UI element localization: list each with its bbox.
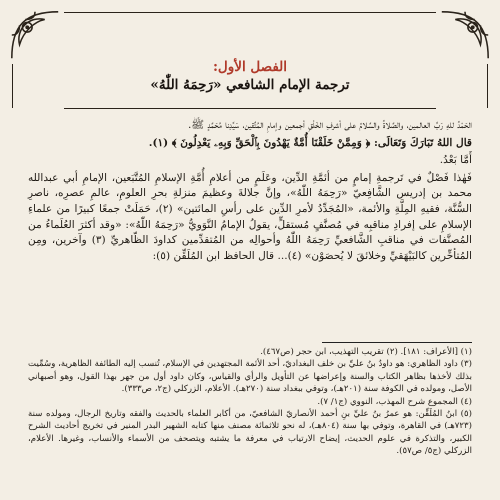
footnote: (٣) داود الظاهري: هو داودُ بنُ عليِّ بن خلف البغداديّ، أحد الأئمة المجتهدين في الإسلام، تُنسب إليه الطائفة الظاهرية، وسُمِّيت بذلك لأخذها بظاهر الكتاب والسنة وإعراضها عن التأويل والرأي والقياس، وكان داود أول من جهر بهذا القول، وهو أصبهاني الأصل، ومولده في الكوفة سنة (٢٠١هـ)، وتوفي ببغداد سنة (٢٧٠هـ). الأعلام، الزركلي (ج٢، ص٣٣٣). [28,359,472,395]
footnote-divider [322,342,472,343]
footnotes [28,346,472,458]
frame-bottom-line [64,108,436,109]
footnote: (٤) المجموع شرح المهذب، النووي (ج١/ ٧). [317,396,472,407]
chapter-heading [70,58,430,94]
paragraph-quran-verse: قال اللهُ تَبَارَكَ وَتَعَالَى: ﴿ وَمِمَّنْ خَلَقْنَا أُمَّةٌ يَهْدُونَ بِٱلْحَقِّ وَبِهِۦ يَعْدِلُونَ ﴾ (١). [148,136,472,149]
corner-ornament-icon [6,6,64,64]
frame-right-line [487,64,488,108]
paragraph-opening: الحَمْدُ للهِ رَبِّ العالمين، والصَّلاةُ والسَّلامُ على أشرفِ الخَلْقِ أجمعين وإمامِ المُتَّقين، سَيِّدِنا مُحَمَّدٍ ﷺ. [187,119,472,131]
main-text [28,118,472,266]
footnote: (٥) ابنُ المُلَقِّن: هو عمرُ بنُ عليِّ بنِ أحمد الأنصاريّ الشافعيّ، من أكابر العلماء بالحديث والفقه وتاريخ الرجال، ومولده سنة (٧٢٣هـ) في القاهرة، وتوفي بها سنة (٨٠٤هـ)، له نحو ثلاثمائة مصنف منها كتابه الشهير البدر المنير في تخريج أحاديث الشرح الكبير، والتذكرة في علوم الحديث، إيضاح الارتياب في معرفة ما يشتبه ويتصحف من الأسماء والأنساب، وغيرها. الأعلام، الزركلي (ج٥/ ص٥٧). [28,409,472,457]
frame-left-line [12,64,13,108]
chapter-title: الفصل الأول: [212,59,288,75]
frame-top-line [64,12,436,13]
chapter-subtitle: ترجمة الإمام الشافعي «رَحِمَهُ اللّٰهُ» [150,77,350,93]
footnote: (١) [الأعراف: ١٨١]. (٢) تقريب التهذيب، ابن حجر (ص٤٦٧). [260,347,472,357]
corner-ornament-icon [436,6,494,64]
paragraph-amma-baad: أَمَّا بَعْدُ. [439,154,472,167]
paragraph-intro: فَهٰذا فَصْلٌ في تَرجمةِ إمامٍ من أئمَّةِ الدِّين، وعَلَمٍ من أعلامِ أُمَّةِ الإسلامِ المُتَّبَعين، الإمامِ أبي عبدالله محمد بن إدريس الشَّافِعيّ «رَحِمَهُ اللّٰهُ»، وإنَّ جلالةَ وعظيمَ منزلةِ بحرِ العلومِ، عالمِ عصرِه، ناصرِ السُّنَّة، فقيهِ المِلَّةِ والأئمة، «المُجَدِّدُ لأمرِ الدِّين على رأسِ المائتين» (٢)، حَمَلَتْ جمعًا كبيرًا من علماءِ الإسلامِ على إفرادِ مناقبِه في مُصنَّفٍ مُستقلٍّ، يقولُ الإمامُ النَّوَويُّ «رَحِمَهُ اللّٰهُ»: «وقد أكثرَ العُلَماءُ من المُصنَّفات في مناقبِ الشَّافعيِّ رَحِمَهُ اللّٰهُ وأحوالِه من المُتقدِّمين كداودَ الظّاهريِّ (٣) وآخرين، ومِن المُتأخِّرين كالبَيْهَقيِّ وخلائقَ لا يُحصَوْن» (٤)... قال الحافظ ابن المُلَقِّن (٥): [28,171,472,262]
